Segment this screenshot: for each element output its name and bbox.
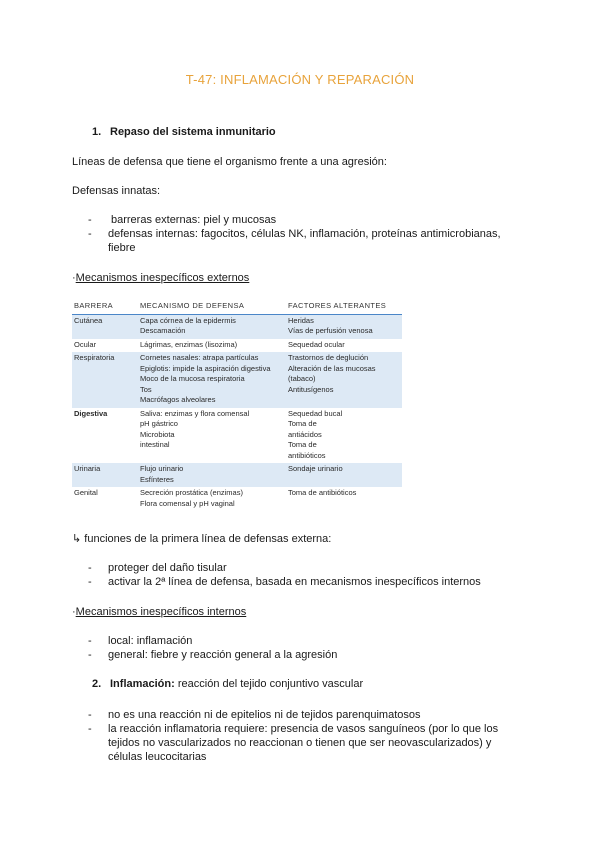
paragraph-funciones (72, 532, 331, 546)
list-item (88, 648, 528, 662)
table-cell-mecanismo (138, 408, 286, 464)
mecanismos-internos-prefix: · (72, 606, 76, 618)
table-cell-factores (286, 463, 402, 487)
list-item (88, 227, 528, 255)
list-item-text: proteger del daño tisular (108, 562, 227, 574)
bullet-dash: - (88, 649, 92, 661)
bullet-dash: - (88, 709, 92, 721)
table-cell-barrera: Digestiva (74, 408, 108, 418)
table-header-factores: FACTORES ALTERANTES (286, 300, 402, 314)
table-header-row (72, 300, 402, 314)
defense-barriers-table (72, 300, 402, 511)
list-item (88, 213, 528, 227)
cell-line: Epiglotis: impide la aspiración digestiva (140, 363, 271, 373)
cell-line: Flujo urinario (140, 464, 184, 473)
cell-line: Macrófagos alveolares (140, 395, 216, 404)
cell-line: Trastornos de deglución (288, 353, 369, 362)
cell-line: Secreción prostática (enzimas) (140, 488, 243, 497)
return-arrow-icon: ↳ (72, 533, 82, 545)
section-2-heading (92, 678, 363, 690)
section-1-heading (92, 126, 276, 138)
list-item-text: defensas internas: fagocitos, células NK, inflamación, proteínas antimicrobianas, fiebre (108, 228, 501, 254)
table-row (72, 408, 402, 464)
cell-line: Heridas (288, 315, 314, 325)
table-row (72, 314, 402, 339)
list-item-text: la reacción inflamatoria requiere: presencia de vasos sanguíneos (por lo que los tejidos no vascularizados no reaccionan o tienen que ser neovascularizados) y células leucocitarias (108, 723, 499, 763)
table-row (72, 463, 402, 487)
list-item (88, 722, 528, 764)
table-cell-factores (286, 487, 402, 511)
list-item-text: barreras externas: piel y mucosas (111, 214, 277, 226)
table-cell-barrera: Ocular (74, 339, 97, 349)
cell-line: Toma de antibióticos (288, 488, 357, 497)
internos-list (88, 634, 528, 662)
document-title: T-47: INFLAMACIÓN Y REPARACIÓN (185, 72, 415, 87)
table-cell-barrera: Respiratoria (72, 352, 138, 408)
cell-line: Sequedad bucal (288, 408, 343, 418)
cell-line: Saliva: enzimas y flora comensal (140, 408, 250, 418)
table-cell-factores (286, 408, 402, 464)
mecanismos-externos-label: Mecanismos inespecíficos externos (75, 272, 250, 284)
cell-line: Descamación (140, 326, 186, 335)
cell-line: intestinal (140, 440, 170, 449)
table-cell-factores (286, 314, 402, 339)
table-cell-barrera: Urinaria (72, 463, 138, 487)
table-cell-barrera: Cutánea (72, 314, 138, 339)
cell-line: Cornetes nasales: atrapa partículas (140, 353, 259, 362)
cell-line: pH gástrico (140, 419, 178, 428)
section-2-title: Inflamación: (110, 678, 175, 690)
table-cell-mecanismo (138, 463, 286, 487)
table-header-mecanismo: MECANISMO DE DEFENSA (138, 300, 286, 314)
cell-line: Capa córnea de la epidermis (140, 315, 236, 325)
cell-line: Lágrimas, enzimas (lisozima) (140, 339, 238, 349)
table-row (72, 339, 402, 353)
bullet-dash: - (88, 214, 92, 226)
table-cell-barrera: Genital (74, 488, 98, 497)
cell-line: Flora comensal y pH vaginal (140, 498, 235, 508)
cell-line: antibióticos (288, 450, 326, 460)
cell-line: Moco de la mucosa respiratoria (140, 374, 245, 383)
section-1-number: 1. (92, 126, 102, 138)
table-row (72, 487, 402, 511)
table-header-barrera: BARRERA (72, 300, 138, 314)
section-1-title: Repaso del sistema inmunitario (110, 126, 276, 138)
table-cell-mecanismo (138, 487, 286, 511)
heading-mecanismos-externos (72, 271, 249, 285)
table-row (72, 352, 402, 408)
cell-line: Microbiota (140, 429, 175, 439)
cell-line: Sondaje urinario (288, 464, 343, 473)
cell-line: Sequedad ocular (288, 339, 345, 349)
heading-mecanismos-internos (72, 605, 246, 619)
cell-line: Tos (140, 384, 152, 394)
table-cell-mecanismo (138, 352, 286, 408)
cell-line: Alteración de las mucosas (tabaco) (288, 363, 376, 383)
list-item (88, 634, 528, 648)
bullet-dash: - (88, 576, 92, 588)
innatas-list (88, 213, 528, 255)
funciones-label: funciones de la primera línea de defensas externa: (84, 533, 332, 545)
section-2-number: 2. (92, 678, 102, 690)
bullet-dash: - (88, 723, 92, 735)
section-2-definition: reacción del tejido conjuntivo vascular (174, 678, 364, 690)
list-item-text: activar la 2ª línea de defensa, basada en mecanismos inespecíficos internos (108, 576, 481, 588)
list-item (88, 561, 528, 575)
table-cell-factores (286, 352, 402, 408)
mecanismos-externos-prefix: · (72, 272, 76, 284)
inflamacion-list (88, 708, 528, 764)
list-item-text: local: inflamación (108, 635, 193, 647)
table-cell-mecanismo (138, 339, 286, 353)
mecanismos-internos-label: Mecanismos inespecíficos internos (75, 606, 247, 618)
list-item (88, 708, 528, 722)
list-item-text: general: fiebre y reacción general a la agresión (108, 649, 338, 661)
bullet-dash: - (88, 635, 92, 647)
cell-line: antiácidos (288, 429, 322, 439)
cell-line: Antitusígenos (288, 384, 334, 394)
table-cell-mecanismo (138, 314, 286, 339)
table-cell-factores (286, 339, 402, 353)
list-item-text: no es una reacción ni de epitelios ni de tejidos parenquimatosos (108, 709, 421, 721)
list-item (88, 575, 528, 589)
cell-line: Toma de (288, 440, 317, 449)
funciones-list (88, 561, 528, 589)
paragraph-defensas-innatas: Defensas innatas: (72, 185, 161, 197)
paragraph-lineas-defensa: Líneas de defensa que tiene el organismo frente a una agresión: (72, 156, 387, 168)
bullet-dash: - (88, 228, 92, 240)
cell-line: Vías de perfusión venosa (288, 326, 373, 335)
cell-line: Toma de (288, 419, 317, 428)
cell-line: Esfínteres (140, 474, 174, 484)
bullet-dash: - (88, 562, 92, 574)
